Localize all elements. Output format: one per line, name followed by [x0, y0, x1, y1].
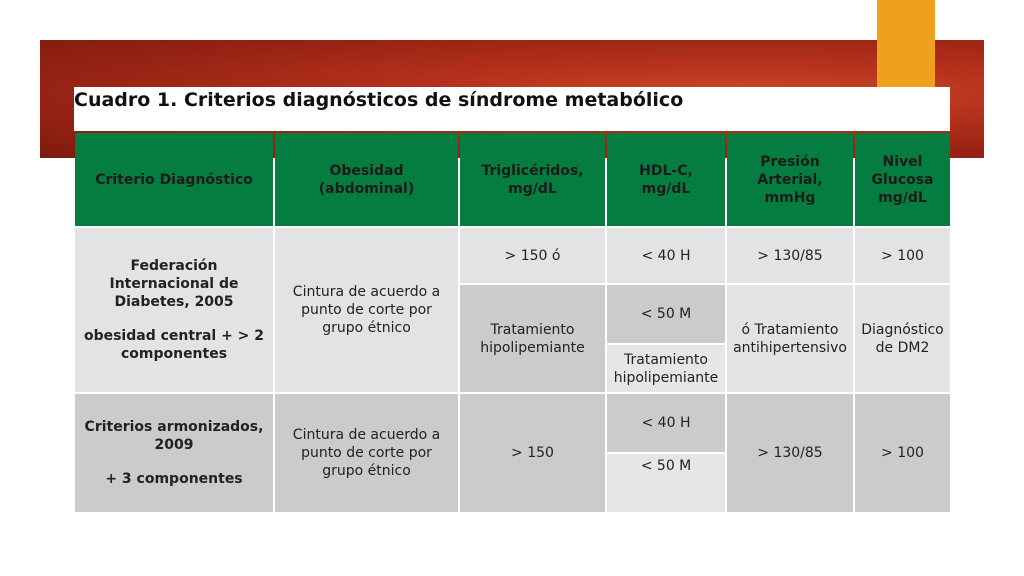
row2-hdl-bottom: < 50 M [607, 454, 725, 512]
header-trigliceridos: Triglicéridos, mg/dL [460, 133, 605, 226]
header-obesidad: Obesidad (abdominal) [275, 133, 458, 226]
row1-obesidad: Cintura de acuerdo a punto de corte por grupo étnico [275, 228, 458, 392]
header-criterio: Criterio Diagnóstico [75, 133, 273, 226]
row1-label-rule: obesidad central + > 2 componentes [83, 328, 265, 362]
row2-presion: > 130/85 [727, 394, 853, 512]
row1-glucosa-bottom: Diagnóstico de DM2 [855, 285, 950, 392]
row2-hdl-top: < 40 H [607, 394, 725, 452]
table-title: Cuadro 1. Criterios diagnósticos de síndrome metabólico [74, 89, 684, 111]
header-glucosa: Nivel Glucosa mg/dL [855, 133, 950, 226]
header-hdl: HDL-C, mg/dL [607, 133, 725, 226]
row1-trig-bottom: Tratamiento hipolipemiante [460, 285, 605, 392]
header-presion: Presión Arterial, mmHg [727, 133, 853, 226]
row1-trig-top: > 150 ó [460, 228, 605, 283]
row1-label-org: Federación Internacional de Diabetes, 2005 [109, 258, 239, 310]
row1-hdl-top: < 40 H [607, 228, 725, 283]
row2-trig: > 150 [460, 394, 605, 512]
row1-presion-top: > 130/85 [727, 228, 853, 283]
row1-label [75, 228, 273, 392]
row1-presion-bottom: ó Tratamiento antihipertensivo [727, 285, 853, 392]
row1-glucosa-top: > 100 [855, 228, 950, 283]
row2-obesidad: Cintura de acuerdo a punto de corte por grupo étnico [275, 394, 458, 512]
row1-hdl-bottom: Tratamiento hipolipemiante [607, 345, 725, 392]
row1-hdl-mid: < 50 M [607, 285, 725, 343]
row2-label-rule: + 3 componentes [105, 471, 243, 487]
row2-glucosa: > 100 [855, 394, 950, 512]
row2-label-org: Criterios armonizados, 2009 [84, 419, 264, 453]
accent-tab [877, 0, 935, 88]
row2-label [75, 394, 273, 512]
